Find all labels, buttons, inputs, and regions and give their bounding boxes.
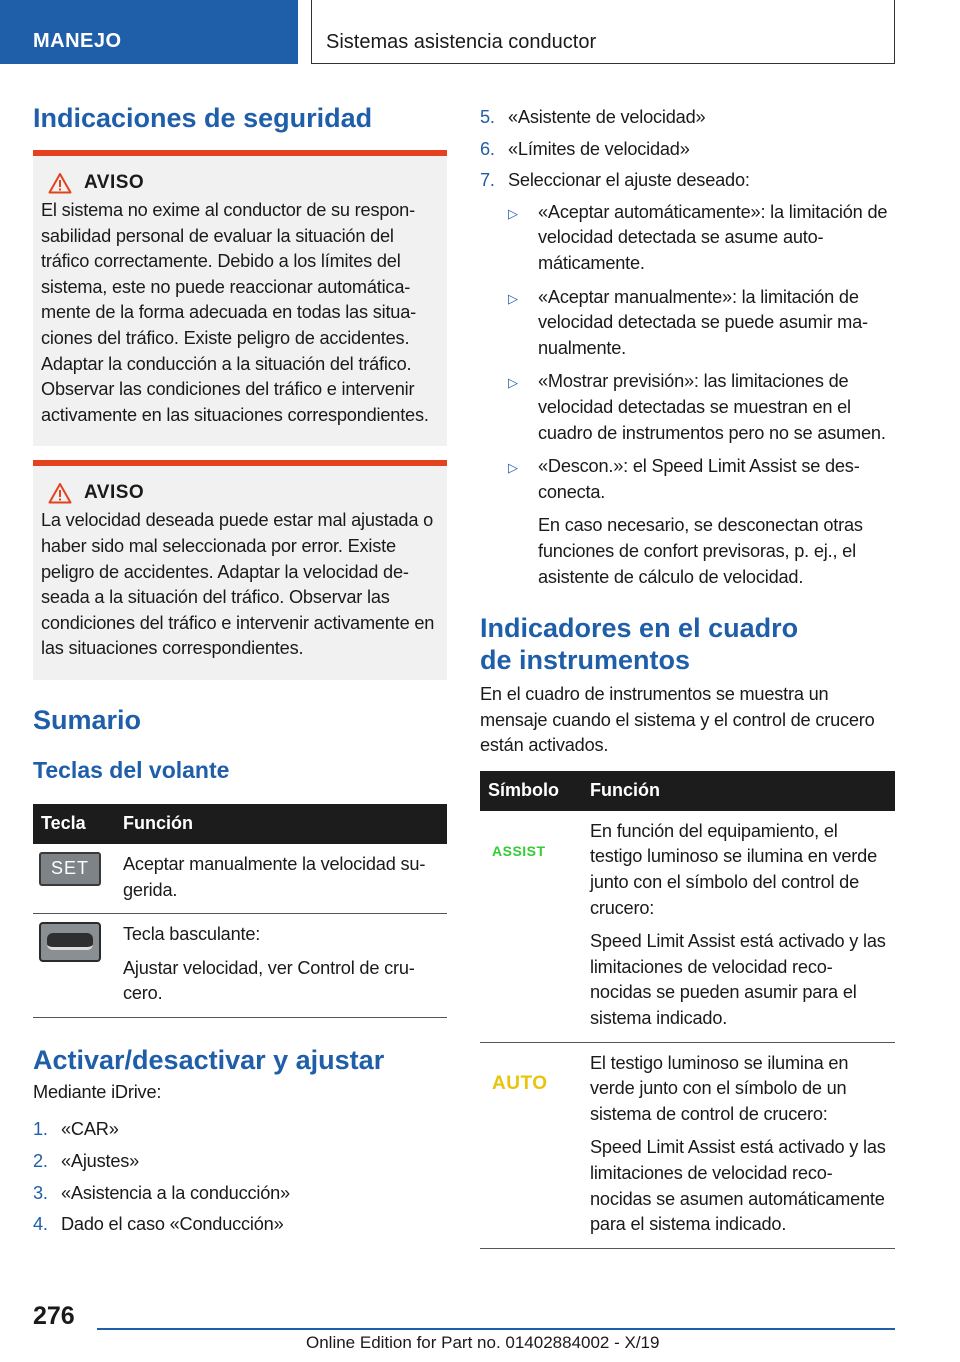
bullet-triangle-icon: ▷ [508, 375, 518, 391]
list-item [508, 369, 895, 446]
section-title-safety: Indicaciones de seguridad [33, 103, 373, 133]
page-number: 276 [33, 1302, 75, 1330]
step-number: 3. [33, 1182, 48, 1203]
bullet-triangle-icon: ▷ [508, 460, 518, 476]
function-text-2: Ajustar velocidad, ver Control de crucero. [123, 957, 415, 1004]
key-cell [33, 914, 115, 1018]
option-extra-text: En caso necesario, se desconectan otras funciones de confort previsoras, p. ej., el asistente de cálculo de velocidad. [538, 515, 863, 587]
auto-indicator-icon: AUTO [492, 1072, 548, 1094]
table-row [480, 1042, 895, 1248]
step-text: Seleccionar el ajuste deseado: [508, 170, 750, 191]
footer-edition: Online Edition for Part no. 01402884002 - X/19 [306, 1333, 660, 1352]
function-text: Tecla basculante: [123, 924, 261, 945]
footer-divider [97, 1328, 895, 1330]
bullet-triangle-icon: ▷ [508, 290, 518, 306]
symbol-cell [480, 811, 582, 1042]
list-item [508, 285, 895, 362]
left-column [33, 100, 447, 1244]
option-text: «Mostrar previsión»: las limitaciones de velocidad detectadas se muestran en el cuadro de instrumentos pero no se asumen. [538, 371, 886, 443]
step-text: «Ajustes» [61, 1151, 140, 1172]
table-header-row [33, 804, 447, 844]
warning-text: El sistema no exime al conductor de su responsabilidad personal de evaluar la situación del tráfico correctamente. Debido a los límites del sistema, este no puede reaccionar automáticamente de la forma adecuada en todas las situaciones del tráfico. Existe peligro de accidentes. Adaptar la conducción a la situación del tráfico. Observar las condiciones del tráfico e intervenir activamente en las situaciones correspondientes. [41, 200, 429, 425]
step-text: «Asistente de velocidad» [508, 107, 706, 127]
warning-label: AVISO [84, 482, 145, 504]
header-title-box [311, 0, 895, 64]
list-item [33, 1149, 447, 1175]
table-header-row [480, 771, 895, 811]
function-cell [582, 811, 895, 1042]
table-row [33, 844, 447, 914]
set-key-icon [39, 852, 101, 886]
header-title: Sistemas asistencia conductor [326, 31, 597, 53]
step-text: Dado el caso «Conducción» [61, 1214, 284, 1235]
list-item [33, 1117, 447, 1143]
header-section-label: MANEJO [33, 30, 122, 52]
list-item [480, 137, 895, 163]
column-header-key: Tecla [33, 804, 115, 844]
set-key-label: SET [50, 858, 89, 879]
steering-keys-table [33, 804, 447, 1018]
section-title-indicators: Indicadores en el cuadro de instrumentos [480, 613, 799, 676]
function-cell [115, 914, 447, 1018]
function-text: En función del equipamiento, el testigo luminoso se ilumina en verde junto con el símbolo del control de crucero: [590, 820, 877, 918]
option-text: «Aceptar automáticamente»: la limitación de velocidad detectada se asume automáticamente. [538, 201, 888, 273]
table-row [480, 811, 895, 1042]
symbol-cell [480, 1042, 582, 1248]
step-text: «CAR» [61, 1119, 119, 1140]
step-number: 5. [480, 107, 495, 127]
function-cell [582, 1042, 895, 1248]
warning-box-1 [33, 150, 447, 446]
warning-box-2 [33, 460, 447, 680]
rocker-switch-icon [39, 922, 101, 962]
list-item [33, 1181, 447, 1207]
indicators-intro: En el cuadro de instrumentos se muestra un mensaje cuando el sistema y el control de crucero están activados. [480, 684, 875, 756]
step-text: «Límites de velocidad» [508, 138, 690, 159]
step-number: 7. [480, 170, 495, 191]
step-number: 6. [480, 138, 495, 159]
steps-list-right [480, 105, 895, 194]
warning-header [48, 172, 439, 194]
activate-intro: Mediante iDrive: [33, 1081, 162, 1102]
column-header-symbol: Símbolo [480, 771, 582, 811]
warning-triangle-icon [48, 172, 72, 194]
warning-text: La velocidad deseada puede estar mal ajustada o haber sido mal seleccionada por error. Existe peligro de accidentes. Adaptar la velocidad deseada a la situación del tráfico. Observar las condiciones del tráfico e intervenir activamente en las situaciones correspondientes. [41, 510, 435, 659]
option-text: «Descon.»: el Speed Limit Assist se desconecta. [538, 456, 860, 502]
list-item [33, 1212, 447, 1238]
list-item [480, 105, 895, 131]
symbols-table [480, 771, 895, 1249]
key-cell [33, 844, 115, 914]
warning-header [48, 482, 439, 504]
list-item [508, 454, 895, 590]
step-text: «Asistencia a la conducción» [61, 1182, 290, 1203]
list-item [480, 168, 895, 194]
warning-label: AVISO [84, 172, 145, 193]
options-list [508, 200, 895, 590]
warning-triangle-icon [48, 482, 72, 504]
option-text: «Aceptar manualmente»: la limitación de velocidad detectada se puede asumir manualmente. [538, 286, 869, 358]
function-text-2: Speed Limit Assist está activado y las limitaciones de velocidad reconocidas se asumen automáticamente para el sistema indicado. [590, 1137, 886, 1235]
steps-list-left [33, 1117, 447, 1237]
assist-indicator-icon: ASSIST [492, 842, 546, 859]
function-text-2: Speed Limit Assist está activado y las limitaciones de velocidad reconocidas se pueden asumir para el sistema indicado. [590, 931, 886, 1029]
function-text: Aceptar manualmente la velocidad sugerida. [123, 853, 426, 900]
list-item [508, 200, 895, 277]
section-title-activate: Activar/desactivar y ajustar [33, 1044, 385, 1075]
step-number: 2. [33, 1151, 48, 1172]
function-cell [115, 844, 447, 914]
bullet-triangle-icon: ▷ [508, 205, 518, 221]
section-title-summary: Sumario [33, 704, 142, 735]
right-column [480, 100, 895, 1249]
table-row [33, 914, 447, 1018]
step-number: 4. [33, 1214, 48, 1235]
header-section-tab [0, 0, 298, 64]
step-number: 1. [33, 1119, 48, 1140]
subsection-title-keys: Teclas del volante [33, 756, 230, 783]
column-header-function: Función [582, 771, 895, 811]
column-header-function: Función [115, 804, 447, 844]
function-text: El testigo luminoso se ilumina en verde junto con el símbolo de un sistema de control de crucero: [590, 1052, 849, 1124]
